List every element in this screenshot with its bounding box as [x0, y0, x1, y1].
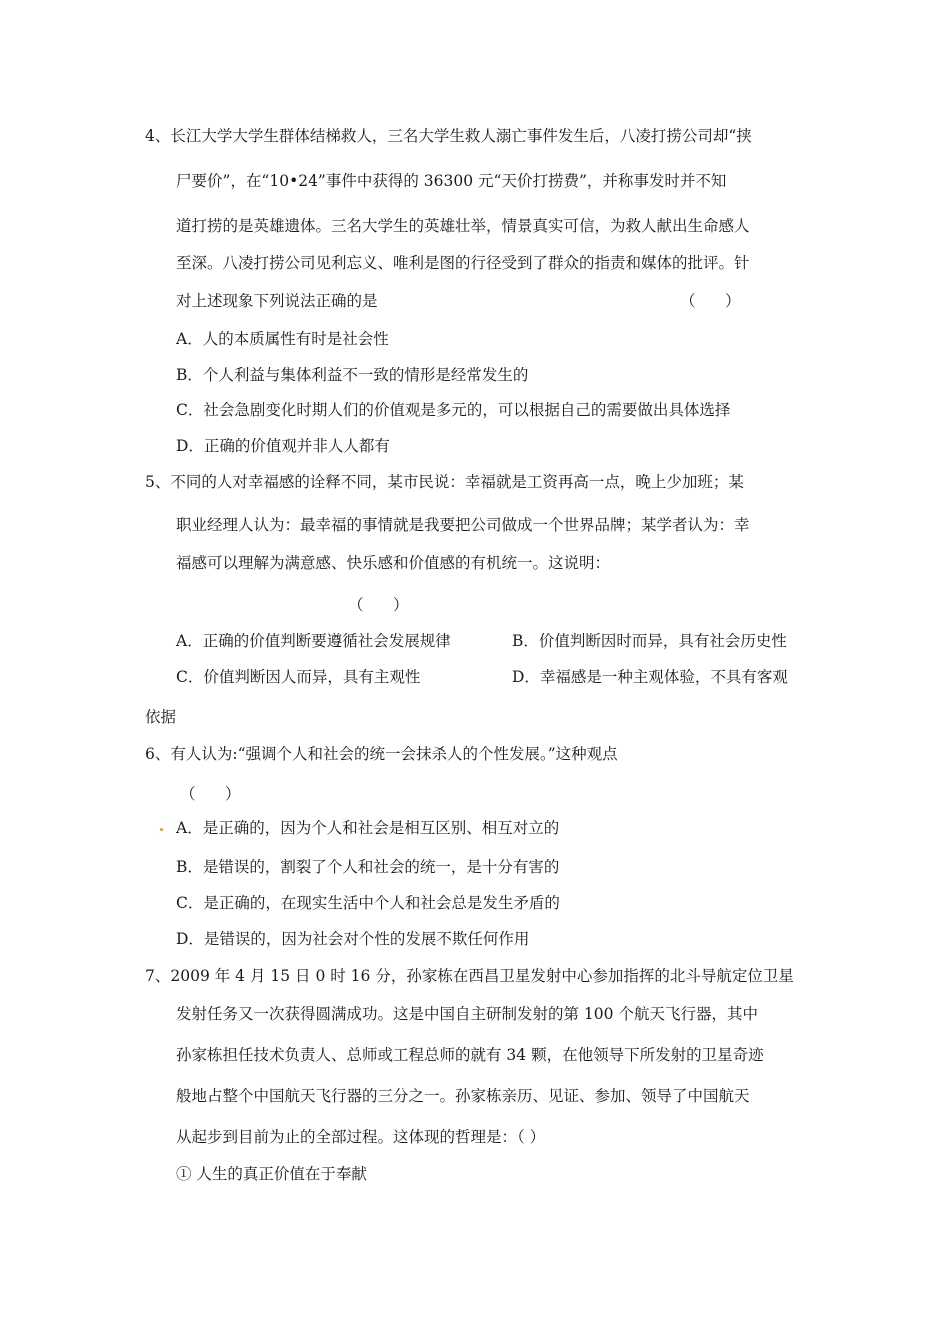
question-6-option-c: C．是正确的，在现实生活中个人和社会总是发生矛盾的	[176, 894, 560, 912]
question-7-line-5: 从起步到目前为止的全部过程。这体现的哲理是：（ ）	[176, 1128, 546, 1146]
question-4-option-c: C．社会急剧变化时期人们的价值观是多元的，可以根据自己的需要做出具体选择	[176, 401, 731, 419]
question-4-option-a: A．人的本质属性有时是社会性	[176, 330, 389, 348]
stray-mark-dot	[160, 828, 163, 831]
question-5-line-3: 福感可以理解为满意感、快乐感和价值感的有机统一。这说明：	[176, 554, 611, 572]
question-7-line-3: 孙家栋担任技术负责人、总师或工程总师的就有 34 颗，在他领导下所发射的卫星奇迹	[176, 1046, 764, 1064]
question-7-line-2: 发射任务又一次获得圆满成功。这是中国自主研制发射的第 100 个航天飞行器，其中	[176, 1005, 758, 1023]
question-6-option-b: B．是错误的，割裂了个人和社会的统一，是十分有害的	[176, 858, 560, 876]
question-7-line-4: 般地占整个中国航天飞行器的三分之一。孙家栋亲历、见证、参加、领导了中国航天	[176, 1087, 750, 1105]
question-5-answer-paren: （ ）	[348, 596, 409, 614]
question-4-answer-paren: （ ）	[680, 292, 741, 310]
question-5-option-d: D．幸福感是一种主观体验，不具有客观	[512, 668, 788, 686]
question-5-option-d-continuation: 依据	[145, 708, 177, 726]
question-5-line-2: 职业经理人认为：最幸福的事情就是我要把公司做成一个世界品牌；某学者认为：幸	[176, 516, 750, 534]
question-4-option-d: D．正确的价值观并非人人都有	[176, 437, 390, 455]
question-4-line-4: 至深。八凌打捞公司见利忘义、唯利是图的行径受到了群众的指责和媒体的批评。针	[176, 254, 750, 272]
question-6-line-1: 6、有人认为:“强调个人和社会的统一会抹杀人的个性发展。”这种观点	[145, 745, 618, 763]
question-4-line-5: 对上述现象下列说法正确的是	[176, 292, 378, 310]
question-6-option-d: D．是错误的，因为社会对个性的发展不欺任何作用	[176, 930, 530, 948]
question-5-option-b: B．价值判断因时而异，具有社会历史性	[512, 632, 787, 650]
question-5-option-c: C．价值判断因人而异，具有主观性	[176, 668, 421, 686]
question-4-line-3: 道打捞的是英雄遗体。三名大学生的英雄壮举，情景真实可信，为救人献出生命感人	[176, 217, 750, 235]
question-4-line-2: 尸要价”，在“10•24”事件中获得的 36300 元“天价打捞费”，并称事发时并不知	[176, 172, 727, 190]
question-4-line-1: 4、长江大学大学生群体结梯救人，三名大学生救人溺亡事件发生后，八凌打捞公司却“挟	[145, 127, 752, 145]
question-5-option-a: A．正确的价值判断要遵循社会发展规律	[176, 632, 451, 650]
question-4-option-b: B．个人利益与集体利益不一致的情形是经常发生的	[176, 366, 529, 384]
question-6-answer-paren: （ ）	[180, 785, 241, 803]
question-7-statement-1: ① 人生的真正价值在于奉献	[176, 1165, 367, 1183]
question-5-line-1: 5、不同的人对幸福感的诠释不同，某市民说：幸福就是工资再高一点，晚上少加班；某	[145, 473, 744, 491]
question-6-option-a: A．是正确的，因为个人和社会是相互区别、相互对立的	[176, 819, 560, 837]
question-7-line-1: 7、2009 年 4 月 15 日 0 时 16 分，孙家栋在西昌卫星发射中心参加指挥的北斗导航定位卫星	[145, 967, 794, 985]
